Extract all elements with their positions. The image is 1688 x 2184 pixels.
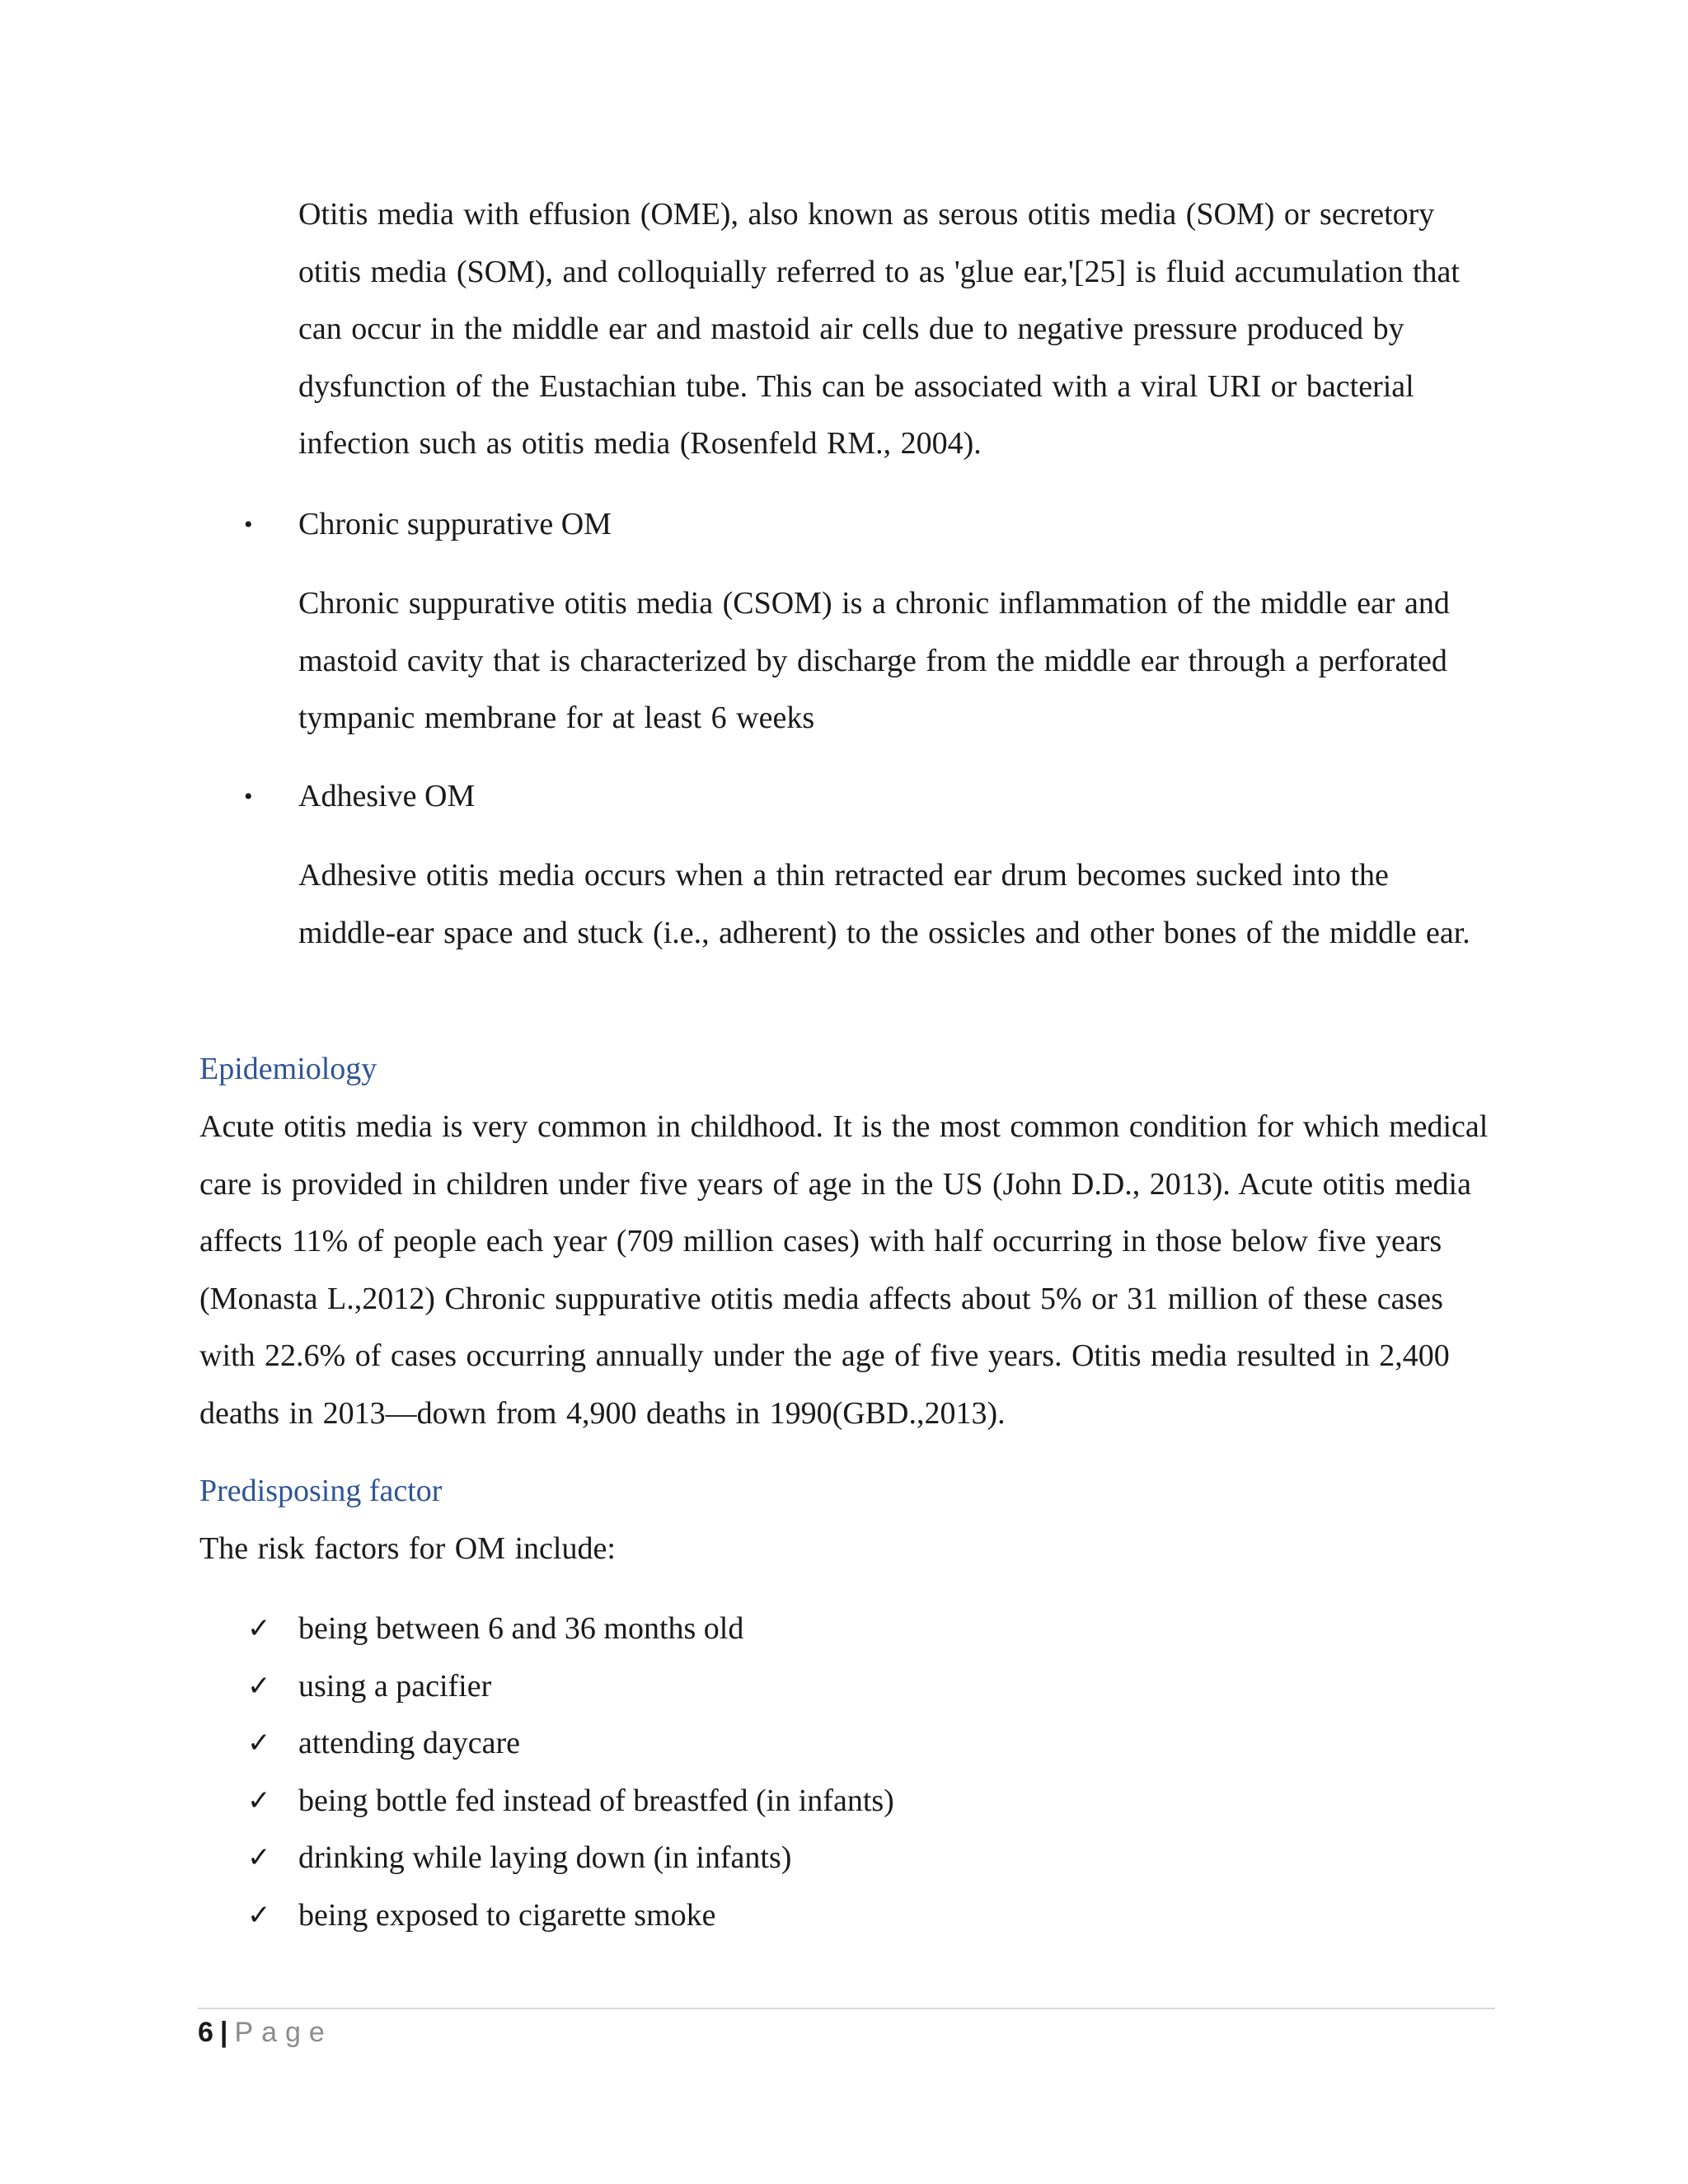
check-icon: ✓ bbox=[247, 1612, 271, 1645]
list-item bbox=[244, 1887, 1480, 1945]
list-item-text: attending daycare bbox=[298, 1726, 521, 1760]
epidemiology-paragraph: Acute otitis media is very common in childhood. It is the most common condition for which medical care is provided in children under five years of age in the US (John D.D., 2013). Acute otitis media affects 11% of people each year (709 million cases) with half occurring in those below five years (Monasta L.,2012) Chronic suppurative otitis media affects about 5% or 31 million of these cases with 22.6% of cases occurring annually under the age of five years. Otitis media resulted in 2,400 deaths in 2013—down from 4,900 deaths in 1990(GBD.,2013). bbox=[199, 1109, 1489, 1431]
check-icon: ✓ bbox=[247, 1727, 271, 1760]
adhesive-paragraph: Adhesive otitis media occurs when a thin retracted ear drum becomes sucked into the middle-ear space and stuck (i.e., adherent) to the ossicles and other bones of the middle ear. bbox=[298, 858, 1470, 950]
list-item bbox=[244, 1830, 1480, 1887]
epidemiology-heading: Epidemiology bbox=[199, 1052, 377, 1086]
check-icon: ✓ bbox=[247, 1841, 271, 1874]
list-item bbox=[244, 1715, 1480, 1773]
ome-paragraph: Otitis media with effusion (OME), also known as serous otitis media (SOM) or secretory otitis media (SOM), and colloquially referred to as 'glue ear,'[25] is fluid accumulation that can occur in the middle ear and mastoid air cells due to negative pressure produced by dysfunction of the Eustachian tube. This can be associated with a viral URI or bacterial infection such as otitis media (Rosenfeld RM., 2004). bbox=[298, 197, 1460, 461]
bullet-title: Chronic suppurative OM bbox=[298, 507, 612, 541]
predisposing-heading: Predisposing factor bbox=[199, 1474, 443, 1508]
risk-factor-list bbox=[244, 1601, 1480, 1944]
bullet-marker: • bbox=[244, 783, 253, 810]
risk-factors-intro: The risk factors for OM include: bbox=[199, 1531, 616, 1566]
check-icon: ✓ bbox=[247, 1669, 271, 1703]
check-icon: ✓ bbox=[247, 1783, 271, 1817]
bullet-marker: • bbox=[244, 511, 253, 538]
page-label: Page bbox=[234, 2017, 333, 2048]
list-item bbox=[244, 1773, 1480, 1830]
bullet-title: Adhesive OM bbox=[298, 779, 476, 813]
page-footer bbox=[198, 2008, 333, 2057]
page-number: 6 bbox=[198, 2017, 213, 2048]
list-item bbox=[244, 1601, 1480, 1658]
list-item bbox=[244, 1658, 1480, 1716]
footer-divider bbox=[198, 2008, 1495, 2009]
list-item-text: being exposed to cigarette smoke bbox=[298, 1897, 716, 1933]
list-item-text: using a pacifier bbox=[298, 1668, 492, 1704]
footer-separator: | bbox=[219, 2017, 228, 2048]
csom-paragraph: Chronic suppurative otitis media (CSOM) is a chronic inflammation of the middle ear and mastoid cavity that is characterized by discharge from the middle ear through a perforated tympanic membrane for at least 6 weeks bbox=[298, 586, 1450, 735]
check-icon: ✓ bbox=[247, 1898, 271, 1932]
list-item-text: being bottle fed instead of breastfed (in infants) bbox=[298, 1783, 894, 1818]
bullet-item-adhesive bbox=[244, 768, 1480, 826]
list-item-text: drinking while laying down (in infants) bbox=[298, 1840, 792, 1875]
bullet-item-chronic-suppurative bbox=[244, 496, 1480, 554]
list-item-text: being between 6 and 36 months old bbox=[298, 1611, 744, 1646]
